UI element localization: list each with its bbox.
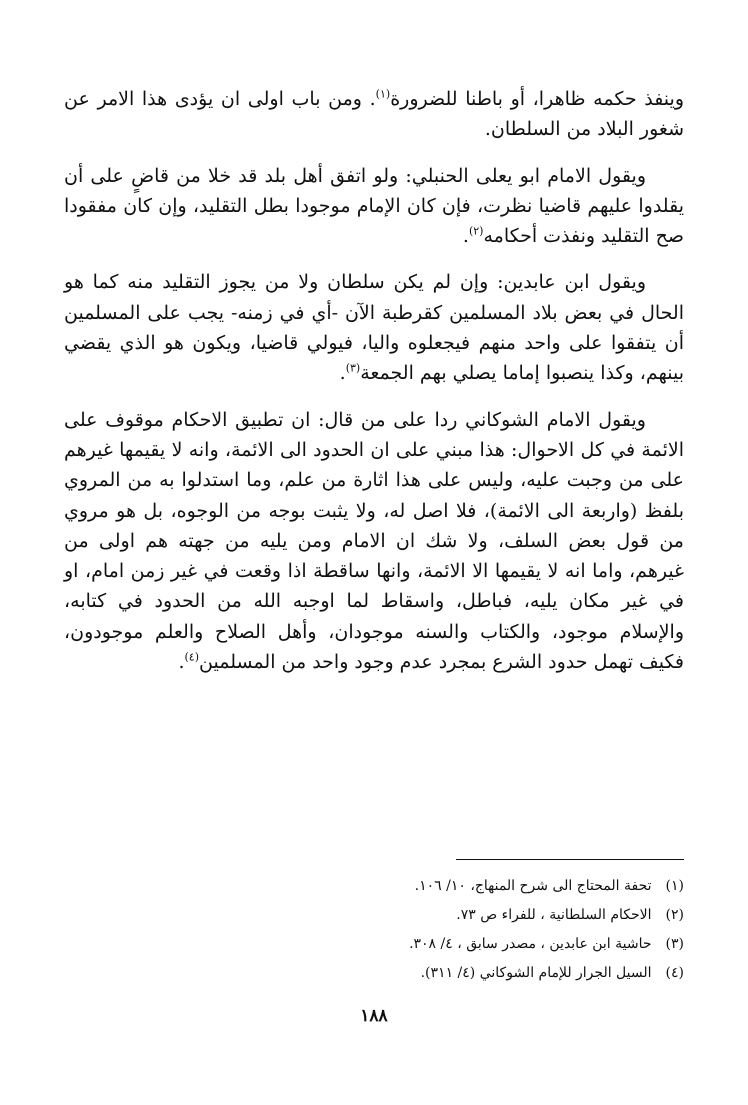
body-text [64,84,684,693]
footnote-ref-1[interactable]: (١) [375,87,391,101]
footnote-number: (١) [665,878,684,894]
paragraph-2 [64,161,684,252]
paragraph-text: . [178,651,185,674]
paragraph-text: . [339,362,346,385]
paragraph-text: ويقول ابن عابدين: وإن لم يكن سلطان ولا من يجوز التقليد منه كما هو الحال في بعض بلاد المسلمين كقرطبة الآن -أي في زمنه- يجب على المسلمين أن يتفقوا على واحد منهم فيجعلوه واليا، فيولي قاضيا، ويكون هو الذي يقضي بينهم، وكذا ينصبوا إماما يصلي بهم الجمعة [64,271,684,385]
footnote-number: (٣) [665,936,684,952]
footnote-text: حاشية ابن عابدين ، مصدر سابق ، ٤/ ٣٠٨. [409,936,652,952]
paragraph-text: . [462,225,469,248]
footnote-separator [456,859,684,860]
footnotes [200,872,684,988]
paragraph-text: ويقول الامام الشوكاني ردا على من قال: ان تطبيق الاحكام موقوف على الائمة في كل الاحوال: هذا مبني على ان الحدود الى الائمة، وانه لا يقيمها غيرهم على من وجبت عليه، وليس على هذا اثارة من علم، وما استدلوا به من المروي بلفظ (واربعة الى الائمة)، فلا اصل له، ولا يثبت بوجه من الوجوه، بل هو مروي من قول بعض السلف، ولا شك ان الامام ومن يليه من جهته هم اولى من غيرهم، واما انه لا يقيمها الا الائمة، وانها ساقطة اذا وقعت في غير زمن امام، او في غير مكان يليه، فباطل، واسقاط لما اوجبه الله من الحدود في كتابه، والإسلام موجود، والكتاب والسنه موجودان، وأهل الصلاح والعلم موجودون، فكيف تهمل حدود الشرع بمجرد عدم وجود واحد من المسلمين [64,408,684,674]
page-number: ١٨٨ [360,1006,388,1026]
footnote-item [200,901,684,930]
paragraph-text: ويقول الامام ابو يعلى الحنبلي: ولو اتفق أهل بلد قد خلا من قاضٍ على أن يقلدوا عليهم قاضيا نظرت، فإن كان الإمام موجودا بطل التقليد، وإن كان مفقودا صح التقليد ونفذت أحكامه [64,164,684,248]
footnote-item [200,930,684,959]
footnote-text: الاحكام السلطانية ، للفراء ص ٧٣. [456,907,652,923]
paragraph-1 [64,84,684,145]
footnote-ref-4[interactable]: (٤) [184,650,200,664]
footnote-number: (٢) [665,907,684,923]
paragraph-3 [64,267,684,388]
paragraph-text: وينفذ حكمه ظاهرا، أو باطنا للضرورة [390,88,685,110]
footnote-ref-3[interactable]: (٣) [345,362,361,376]
footnote-number: (٤) [665,965,684,981]
paragraph-text: . ومن باب اولى ان يؤدى هذا الامر عن شغور البلاد من السلطان. [64,88,684,141]
paragraph-4 [64,405,684,678]
footnote-item [200,959,684,988]
footnote-item [200,872,684,901]
footnote-text: السيل الجرار للإمام الشوكاني (٤/ ٣١١). [420,965,652,981]
footnote-text: تحفة المحتاج الى شرح المنهاج، ١٠/ ١٠٦. [414,878,652,894]
footnote-ref-2[interactable]: (٢) [468,224,484,238]
